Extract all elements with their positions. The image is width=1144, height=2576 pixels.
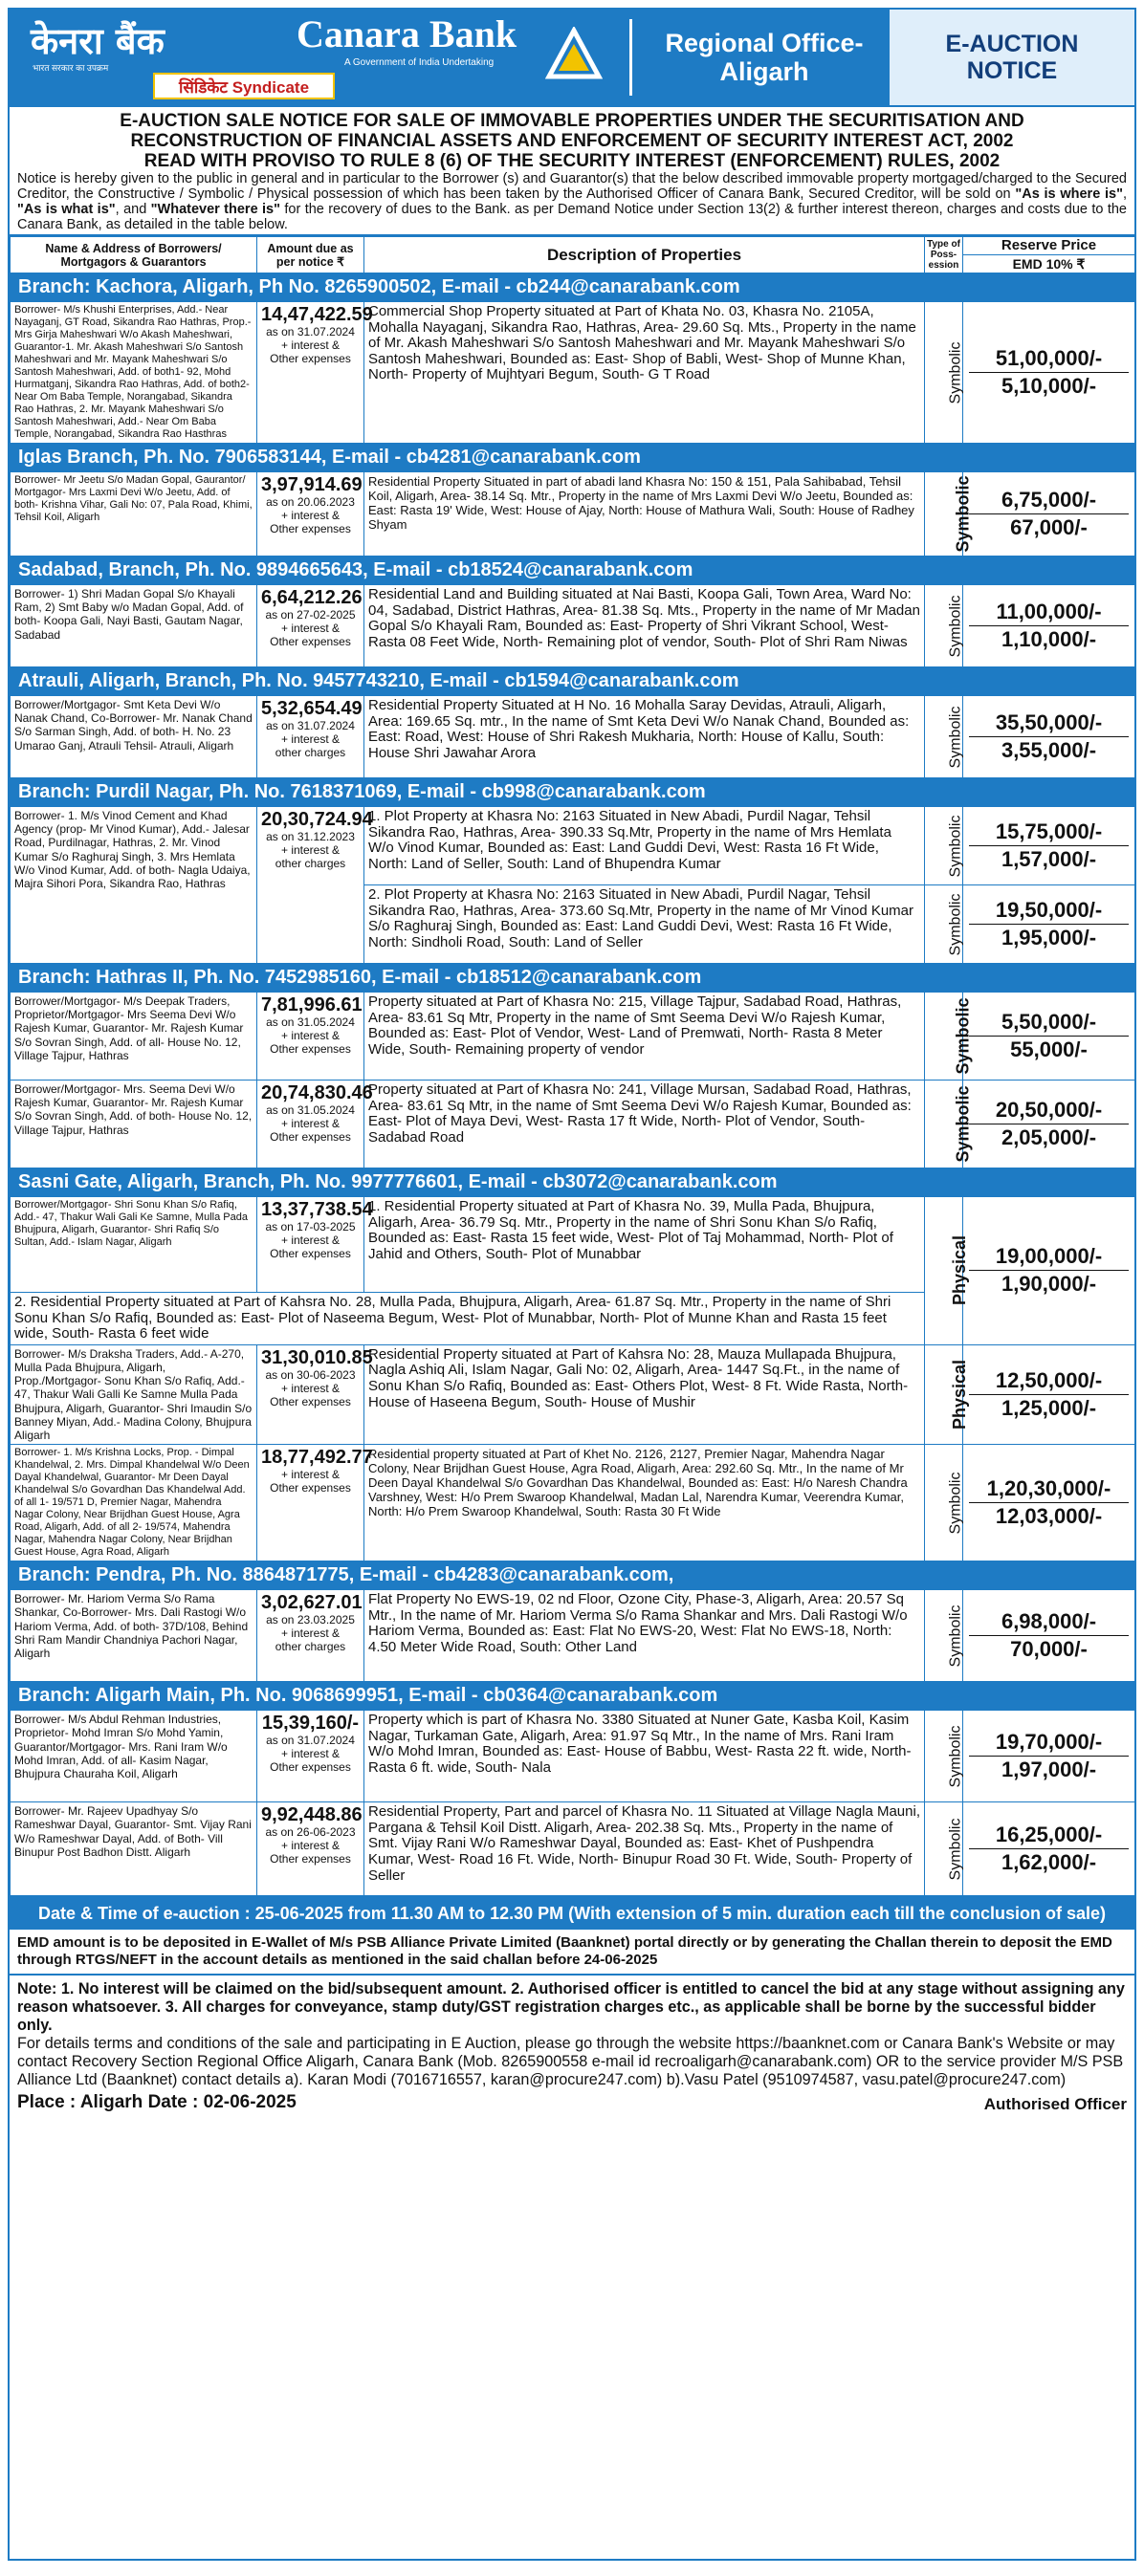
borrower-details: Borrower- 1. M/s Krishna Locks, Prop. - Dimpal Khandelwal, 2. Mrs. Dimpal Khandelwal W/o Deen Dayal Khandelwal, Guarantor- Mr Deen Dayal Khandelwal S/o Govardhan Das Khandelwal Add. of all 1- 19/571 D, Premier Nagar, Mahendra Nagar Colony, Near Brijdhan Guest House, Agra Road, Aligarh, Add. of all 2- 19/574, Mahendra Nagar, Mahendra Nagar Colony, Near Brijdhan Guest House, Agra Road, Aligarh — [11, 1445, 257, 1561]
amount-value: 3,02,627.01 — [261, 1592, 363, 1614]
property-description: Residential Property Situated in part of abadi land Khasra No: 150 & 151, Pala Sahibabad, Tehsil Koil, Aligarh, Area- 38.14 Sq. Mtr., Property in the name of Mrs Laxmi Devi W/o Jeetu, Bounded as: East: Rasta 19' Wide, West: House of Ajay, North: House of Mathura Wali, South: House of Radhey Shyam — [364, 472, 925, 557]
amount-as-on: as on 31.07.2024 — [266, 719, 355, 732]
table-row — [11, 302, 1135, 444]
borrower-details: Borrower- Mr Jeetu S/o Madan Gopal, Gaurantor/ Mortgagor- Mrs Laxmi Devi W/o Jeetu, Add. of both- Krishna Vihar, Gali No: 07, Pala Road, Khimi, Tehsil Koil, Aligarh — [11, 472, 257, 557]
amount-plus: + interest & — [280, 1747, 341, 1761]
col-description: Description of Properties — [364, 237, 925, 273]
branch-header-row — [11, 1561, 1135, 1590]
amount-value: 6,64,212.26 — [261, 587, 363, 608]
authorised-officer: Authorised Officer — [983, 2095, 1127, 2114]
table-row — [11, 1081, 1135, 1168]
notice-label — [888, 10, 1134, 105]
table-row — [11, 585, 1135, 667]
amount-cell — [257, 472, 364, 557]
amount-other: Other expenses — [270, 522, 351, 535]
amount-cell — [257, 1445, 373, 1561]
amount-other: other charges — [275, 857, 346, 870]
amount-other: Other expenses — [270, 352, 351, 365]
amount-cell — [257, 807, 373, 964]
bank-name: Canara Bank — [297, 12, 517, 55]
amount-plus: + interest & — [280, 732, 341, 746]
branch-title: Sadabad, Branch, Ph. No. 9894665643, E-mail - cb18524@canarabank.com — [11, 557, 1135, 585]
reserve-cell — [963, 1802, 1135, 1896]
possession-type-label: Symbolic — [947, 706, 964, 768]
possession-type — [925, 993, 973, 1081]
amount-other: Other expenses — [270, 1394, 351, 1408]
branch-header-row — [11, 1682, 1135, 1711]
place-date: Place : Aligarh Date : 02-06-2025 — [17, 2092, 297, 2113]
intro — [10, 107, 1134, 236]
reserve-price: 19,70,000/- — [969, 1729, 1129, 1757]
reserve-cell — [963, 1590, 1135, 1682]
possession-type-label: Symbolic — [953, 475, 973, 553]
possession-type — [925, 807, 963, 885]
amount-plus: + interest & — [280, 843, 341, 857]
amount-as-on: as on 17-03-2025 — [265, 1220, 356, 1233]
property-description: Commercial Shop Property situated at Part of Khata No. 03, Khasra No. 2105A, Mohalla Nayaganj, Sikandra Rao, Hathras, Area- 29.60 Sq. Mts., Property in the name of Mr. Akash Maheshwari S/o Santosh Maheshwari and Mr. Mayank Maheshwari S/o Santosh Maheshwari, Bounded as: East- Shop of Babli, West- Shop of Munne Khan, North- Property of Mujhtyari Begum, South- G T Road — [364, 302, 925, 444]
borrower-details: Borrower- M/s Khushi Enterprises, Add.- Near Nayaganj, GT Road, Sikandra Rao Hathras, Prop.- Mrs Girja Maheshwari W/o Akash Maheshwari, Guarantor-1. Mr. Akash Maheshwari S/o Santosh Maheshwari and Mr. Mayank Maheshwari S/o Santosh Maheshwari, Add. of both1- 92, Mohd Hurmatganj, Sikandra Rao Hathras, Add. of both2- Near Om Baba Temple, Norangabad, Sikandra Rao Hathras, 2. Mr. Mayank Maheshwari S/o Santosh Maheshwari, Add.- Near Om Baba Temple, Norangabad, Sikandra Rao Hasthras — [11, 302, 257, 444]
possession-type — [925, 1802, 963, 1896]
emd-amount: 1,57,000/- — [1001, 847, 1097, 871]
amount-plus: + interest & — [280, 1117, 341, 1130]
amount-cell — [257, 1344, 373, 1444]
reserve-cell — [963, 1344, 1135, 1444]
intro-text-a: Notice is hereby given to the public in general and in particular to the Borrower (s) and Guarantor(s) that the below described immovable property mortgaged/charged to the Secured Creditor, the Constructive / Symbolic / Physical possession of which has been taken by the Authorised Officer of Canara Bank, Secured Creditor, will be sold on — [17, 171, 1127, 202]
amount-cell — [257, 585, 364, 667]
amount-value: 15,39,160/- — [261, 1713, 360, 1735]
amount-as-on: as on 31.05.2024 — [266, 1103, 355, 1117]
emd-amount: 1,95,000/- — [1001, 926, 1097, 950]
possession-type — [925, 1344, 970, 1444]
emd-amount: 12,03,000/- — [995, 1504, 1103, 1529]
bank-hindi-tagline: भारत सरकार का उपक्रम — [33, 63, 109, 73]
reserve-price: 19,00,000/- — [969, 1243, 1129, 1271]
amount-cell — [257, 1590, 364, 1682]
possession-type — [925, 302, 963, 444]
reserve-cell — [963, 993, 1135, 1081]
branch-header-row — [11, 667, 1135, 696]
reserve-cell — [963, 302, 1135, 444]
amount-value: 5,32,654.49 — [261, 698, 363, 719]
branch-header-row — [11, 273, 1135, 302]
regional-office — [641, 10, 888, 105]
possession-type — [925, 696, 963, 778]
branch-title: Branch: Kachora, Aligarh, Ph No. 8265900502, E-mail - cb244@canarabank.com — [11, 273, 1135, 302]
reserve-price: 12,50,000/- — [969, 1367, 1129, 1395]
canara-triangle-icon — [545, 27, 603, 80]
intro-text-d: for the recovery of dues to the Bank. as per Demand Notice under Section 13(2) & further interest thereon, charges and costs due to the Canara Bank, as detailed in the table below. — [17, 202, 1127, 232]
possession-type-label: Symbolic — [947, 1605, 964, 1668]
table-row — [11, 1344, 1135, 1444]
col-amount: Amount due as per notice ₹ — [257, 237, 364, 273]
branch-title: Branch: Aligarh Main, Ph. No. 9068699951, E-mail - cb0364@canarabank.com — [11, 1682, 1135, 1711]
borrower-details: Borrower/Mortgagor- Mrs. Seema Devi W/o Rajesh Kumar, Guarantor- Mr. Rajesh Kumar S/o Sovran Singh, Add. of both- House No. 12, Village Tajpur, Hathras — [11, 1081, 257, 1168]
region-line1: Regional Office- — [665, 29, 864, 57]
reserve-price: 35,50,000/- — [969, 709, 1129, 737]
notes-terms: Note: 1. No interest will be claimed on the bid/subsequent amount. 2. Authorised officer is entitled to cancel the bid at any stage without assigning any reason whatsoever. 3. All charges for conveyance, stamp duty/GST registration charges etc., as applicable shall be borne by the successful bidder only. — [17, 1980, 1125, 2035]
possession-type — [925, 885, 963, 964]
amount-plus: + interest & — [280, 1626, 341, 1641]
table-row — [11, 1445, 1135, 1561]
reserve-price: 20,50,000/- — [969, 1097, 1129, 1124]
property-description: Residential Land and Building situated at Nai Basti, Koopa Gali, Town Area, Ward No: 04, Sadabad, District Hathras, Area- 81.38 Sq. Mts., Property in the name of Mr Madan Gopal S/o Khayali Ram, Bounded as: East- Property of Shri Vikrant School, West- Rasta 08 Feet Wide, North- Remaining plot of vendor, South- Plot of Shri Ram Niwas — [364, 585, 925, 667]
emd-amount: 67,000/- — [1010, 515, 1088, 539]
possession-type-label: Symbolic — [947, 341, 964, 404]
amount-as-on: as on 27-02-2025 — [265, 608, 356, 622]
amount-as-on: as on 30-06-2023 — [265, 1367, 356, 1382]
bank-logo — [10, 10, 641, 105]
reserve-cell — [963, 1445, 1135, 1561]
amount-other: Other expenses — [270, 1760, 351, 1775]
amount-value: 3,97,914.69 — [261, 474, 363, 495]
reserve-cell — [963, 1711, 1135, 1802]
emd-amount: 1,97,000/- — [1001, 1757, 1097, 1782]
possession-type-label: Symbolic — [953, 997, 973, 1075]
amount-plus: + interest & — [280, 1029, 341, 1042]
branch-title: Atrauli, Aligarh, Branch, Ph. No. 9457743210, E-mail - cb1594@canarabank.com — [11, 667, 1135, 696]
possession-type — [925, 585, 963, 667]
emd-amount: 55,000/- — [1010, 1037, 1088, 1061]
amount-value: 7,81,996.61 — [261, 994, 363, 1015]
branch-title: Iglas Branch, Ph. No. 7906583144, E-mail - cb4281@canarabank.com — [11, 444, 1135, 472]
branch-title: Sasni Gate, Aligarh, Branch, Ph. No. 9977776601, E-mail - cb3072@canarabank.com — [11, 1168, 1135, 1197]
notice-line1: E-AUCTION — [945, 31, 1079, 57]
reserve-cell — [963, 472, 1135, 557]
amount-cell — [257, 1711, 364, 1802]
amount-cell — [257, 1081, 373, 1168]
borrower-details: Borrower- 1) Shri Madan Gopal S/o Khayali Ram, 2) Smt Baby w/o Madan Gopal, Add. of both- Koopa Gali, Nayi Basti, Gautam Nagar, Sadabad — [11, 585, 257, 667]
amount-value: 31,30,010.85 — [261, 1346, 373, 1368]
amount-cell — [257, 1802, 364, 1896]
amount-plus: + interest & — [280, 622, 341, 635]
emd-amount: 1,10,000/- — [1001, 627, 1097, 651]
possession-type-label: Symbolic — [947, 1818, 964, 1881]
emd-amount: 5,10,000/- — [1001, 374, 1097, 398]
amount-other: other charges — [275, 1640, 346, 1654]
header — [10, 10, 1134, 107]
property-description: Residential Property, Part and parcel of Khasra No. 11 Situated at Village Nagla Mauni, Pargana & Tehsil Koil Distt. Aligarh, Area- 202.38 Sq. Mts., Property in the name of Smt. Vijay Rani W/o Rameshwar Dayal, Bounded as: East- Khet of Pushpendra Kumar, West- Road 16 Ft. Wide, North- Binupur Road 30 Ft. Wide, South- Property of Seller — [364, 1802, 925, 1896]
auction-notice — [8, 8, 1136, 2561]
amount-other: Other expenses — [270, 1130, 351, 1144]
emd-amount: 1,90,000/- — [1001, 1272, 1097, 1297]
auction-date: Date & Time of e-auction : 25-06-2025 from 11.30 AM to 12.30 PM (With extension of 5 min. duration each till the conclusion of sale) — [10, 1896, 1134, 1930]
amount-plus: + interest & — [280, 1381, 341, 1395]
emd-amount: 1,62,000/- — [1001, 1850, 1097, 1875]
notes — [10, 1976, 1134, 2116]
possession-type-label: Physical — [950, 1359, 970, 1430]
borrower-details: Borrower- M/s Draksha Traders, Add.- A-270, Mulla Pada Bhujpura, Aligarh, Prop./Mortgagor- Sonu Khan S/o Rafiq, Add.- 47, Thakur Wali Galli Ke Samne Mulla Pada Bhujpura, Aligarh, Guarantor- Shri Imaudin S/o Banney Miyan, Add.- Madina Colony, Bhujpura Aligarh — [11, 1344, 257, 1444]
table-row — [11, 696, 1135, 778]
amount-as-on: as on 23.03.2025 — [266, 1613, 355, 1627]
branch-header-row — [11, 1168, 1135, 1197]
amount-value: 18,77,492.77 — [261, 1447, 373, 1469]
amount-value: 14,47,422.59 — [261, 304, 373, 325]
borrower-details: Borrower- Mr. Hariom Verma S/o Rama Shankar, Co-Borrower- Mrs. Dali Rastogi W/o Hariom Verma, Add. of both- 37D/108, Behind Shri Ram Mandir Chandniya Pachori Nagar, Aligarh — [11, 1590, 257, 1682]
property-description: Property which is part of Khasra No. 3380 Situated at Nuner Gate, Kasba Koil, Kasim Nagar, Turkaman Gate, Aligarh, Area: 91.97 Sq Mtr., In the name of Mrs. Rani Iram W/o Mohd Imran, Bounded as: East- House of Babbu, West- Rasta 22 ft. wide, North- Rasta 6 ft. wide, South- Nala — [364, 1711, 925, 1802]
footer — [17, 2092, 1127, 2114]
col-reserve: Reserve Price — [963, 237, 1135, 255]
bank-subtitle: A Government of India Undertaking — [344, 57, 495, 68]
amount-as-on: as on 20.06.2023 — [266, 495, 355, 509]
branch-header-row — [11, 964, 1135, 993]
possession-type — [925, 1590, 963, 1682]
reserve-cell — [963, 807, 1135, 885]
reserve-cell — [963, 585, 1135, 667]
intro-title-1: E-AUCTION SALE NOTICE FOR SALE OF IMMOVABLE PROPERTIES UNDER THE SECURITISATION AND — [120, 111, 1024, 131]
property-description: Property situated at Part of Khasra No: 215, Village Tajpur, Sadabad Road, Hathras, Area- 83.61 Sq Mtr, Property in the name of Smt Seema Devi W/o Rajesh Kumar, Bounded as: East- Plot of Vendor, West- Land of Premwati, North- Rasta 8 Meter Wide, South- Remaining property of vendor — [364, 993, 925, 1081]
intro-text-c: , and — [115, 202, 151, 217]
reserve-price: 19,50,000/- — [969, 897, 1129, 925]
borrower-details: Borrower- 1. M/s Vinod Cement and Khad Agency (prop- Mr Vinod Kumar), Add.- Jalesar Road, Purdilnagar, Hathras, 2. Mr. Vinod Kumar S/o Raghuraj Singh, 3. Mrs Hemlata W/o Vinod Kumar, Add. of both- Nagla Udaiya, Majra Sihori Pora, Sikandra Rao, Hathras — [11, 807, 257, 964]
table-row — [11, 993, 1135, 1081]
reserve-price: 1,20,30,000/- — [969, 1475, 1129, 1503]
table-row — [11, 807, 1135, 885]
table-row — [11, 1197, 1135, 1293]
amount-as-on: as on 31.05.2024 — [266, 1015, 355, 1029]
intro-text-b: , — [1122, 186, 1127, 202]
amount-plus: + interest & — [280, 1233, 341, 1247]
possession-type-label: Symbolic — [953, 1085, 973, 1163]
reserve-price: 15,75,000/- — [969, 819, 1129, 846]
property-description: Residential property situated at Part of Khet No. 2126, 2127, Premier Nagar, Mahendra Nagar Colony, Near Brijdhan Guest House, Agra Road, Aligarh, Area: 292.60 Sq. Mtr., In the name of Mr Deen Dayal Khandelwal S/o Govardhan Das Khandelwal, Bounded as: East: H/o Naresh Chandra Varshney, West: H/o Prem Swaroop Khandelwal, Madan Lal, Narendra Kumar, Veerendra Kumar, North: H/o Prem Swaroop Khandelwal, South: Rasta 30 Ft Wide — [364, 1445, 925, 1561]
amount-plus: + interest & — [280, 1468, 341, 1482]
reserve-price: 5,50,000/- — [969, 1009, 1129, 1037]
reserve-price: 11,00,000/- — [969, 599, 1129, 626]
amount-value: 20,74,830.46 — [261, 1082, 373, 1103]
notice-line2: NOTICE — [966, 57, 1058, 84]
possession-type — [925, 472, 973, 557]
possession-type — [925, 1197, 970, 1345]
table-header — [11, 237, 1135, 255]
borrower-details: Borrower- M/s Abdul Rehman Industries, Proprietor- Mohd Imran S/o Mohd Yamin, Guarantor/Mortgagor- Mrs. Rani Iram W/o Mohd Imran, Add. of all- Kasim Nagar, Bhujpura Chauraha Koil, Aligarh — [11, 1711, 257, 1802]
amount-other: Other expenses — [270, 1042, 351, 1056]
borrower-details: Borrower/Mortgagor- Smt Keta Devi W/o Nanak Chand, Co-Borrower- Mr. Nanak Chand S/o Sarman Singh, Add. of both- H. No. 23 Umarao Ganj, Atrauli Tehsil- Atrauli, Aligarh — [11, 696, 257, 778]
reserve-price: 51,00,000/- — [969, 345, 1129, 373]
borrower-details: Borrower/Mortgagor- Shri Sonu Khan S/o Rafiq, Add.- 47, Thakur Wali Gali Ke Samne, Mulla Pada Bhujpura, Aligarh, Guarantor- Shri Rafiq S/o Sultan, Add.- Islam Nagar, Aligarh — [11, 1197, 257, 1293]
table-row — [11, 1590, 1135, 1682]
notes-details: For details terms and conditions of the sale and participating in E Auction, please go through the website https://baanknet.com or Canara Bank's Website or may contact Recovery Section Regional Office Aligarh, Canara Bank (Mob. 8265900558 e-mail id recroaligarh@canarabank.com) OR to the service provider M/S PSB Alliance Ltd (Baanknet) contact details a). Karan Modi (7016716557, karan@procure247.com) b).Vasu Patel (9510974587, vasu.patel@procure247.com) — [17, 2035, 1124, 2089]
emd-amount: 70,000/- — [1010, 1637, 1088, 1662]
table-row — [11, 1711, 1135, 1802]
reserve-cell — [963, 1197, 1135, 1345]
amount-as-on: as on 31.07.2024 — [266, 325, 355, 338]
region-line2: Aligarh — [719, 57, 809, 86]
property-description: 2. Plot Property at Khasra No: 2163 Situated in New Abadi, Purdil Nagar, Tehsil Sikandra Rao, Hathras, Area- 373.60 Sq.Mtr, Property in the name of Mr Vinod Kumar S/o Raghuraj Singh, Bounded as: East: Land Guddi Devi, West: Rasta 16 Ft Wide, North: Sindholi Road, South: Land of Seller — [364, 885, 925, 964]
col-type: Type of Poss- ession — [925, 237, 963, 273]
amount-plus: + interest & — [280, 338, 341, 352]
table-row — [11, 472, 1135, 557]
amount-cell — [257, 1197, 373, 1293]
property-description: 1. Residential Property situated at Part of Khasra No. 39, Mulla Pada, Bhujpura, Aligarh, Area- 36.79 Sq. Mtr., Property in the name of Shri Sonu Khan S/o Rafiq, Bounded as: East- Rasta 15 feet wide, West- Plot of Taj Mohammad, North- Plot of Jahid and Others, South- Plot of Munabbar — [364, 1197, 925, 1293]
intro-title-3: READ WITH PROVISO TO RULE 8 (6) OF THE SECURITY INTEREST (ENFORCEMENT) RULES, 2002 — [143, 151, 1001, 171]
properties-table — [10, 236, 1135, 1896]
property-description: Residential Property Situated at H No. 16 Mohalla Saray Devidas, Atrauli, Aligarh, Area: 169.65 Sq. mtr., In the name of Smt Keta Devi W/o Nanak Chand, Bounded as: East: Road, West: House of Shri Rakesh Mukharia, North: House of Kallu, South: House Shri Jawahar Arora — [364, 696, 925, 778]
branch-title: Branch: Pendra, Ph. No. 8864871775, E-mail - cb4283@canarabank.com, — [11, 1561, 1135, 1590]
header-divider — [629, 19, 632, 96]
borrower-details: Borrower/Mortgagor- M/s Deepak Traders, Proprietor/Mortgagor- Mrs Seema Devi W/o Rajesh Kumar, Guarantor- Mr. Rajesh Kumar S/o Sovran Singh, Add. of all- House No. 12, Village Tajpur, Hathras — [11, 993, 257, 1081]
amount-other: Other expenses — [270, 635, 351, 648]
amount-as-on: as on 31.07.2024 — [266, 1734, 355, 1748]
branch-header-row — [11, 778, 1135, 807]
branch-header-row — [11, 444, 1135, 472]
amount-cell — [257, 302, 373, 444]
branch-header-row — [11, 557, 1135, 585]
property-description: Flat Property No EWS-19, 02 nd Floor, Ozone City, Phase-3, Aligarh, Area: 20.57 Sq Mtr., In the name of Mr. Hariom Verma S/o Rama Shankar and Mrs. Dali Rastogi W/o Hariom Verma, Bounded as: East: Flat No EWS-20, West: Flat No EWS-18, North: 4.50 Meter Wide Road, South: Other Land — [364, 1590, 925, 1682]
amount-cell — [257, 696, 364, 778]
branch-title: Branch: Purdil Nagar, Ph. No. 7618371069, E-mail - cb998@canarabank.com — [11, 778, 1135, 807]
intro-quote-1: "As is where is" — [1015, 186, 1123, 202]
col-borrowers: Name & Address of Borrowers/ Mortgagors & Guarantors — [11, 237, 257, 273]
possession-type-label: Symbolic — [947, 815, 964, 877]
table-row — [11, 1802, 1135, 1896]
reserve-price: 6,98,000/- — [969, 1608, 1129, 1636]
amount-plus: + interest & — [280, 509, 341, 522]
property-description: 1. Plot Property at Khasra No: 2163 Situated in New Abadi, Purdil Nagar, Tehsil Sikandra Rao, Hathras, Area- 390.33 Sq.Mtr, Property in the name of Mrs Hemlata W/o Vinod Kumar, Bounded as: East: Land Guddi Devi, West: Rasta 16 Ft Wide, North: Land of Seller, South: Land of Bhupendra Kumar — [364, 807, 925, 885]
possession-type — [925, 1445, 963, 1561]
amount-cell — [257, 993, 364, 1081]
property-description-2: 2. Residential Property situated at Part of Kahsra No. 28, Mulla Pada, Bhujpura, Aligarh, Area- 61.87 Sq. Mtr., Property in the name of Shri Sonu Khan S/o Rafiq, Bounded as: East- Plot of Naseema Begum, West- Plot of Munabbar, North- Plot of Munne Khan and Rasta 15 feet wide, South- Rasta 6 feet wide — [11, 1293, 925, 1345]
emd-amount: 2,05,000/- — [1001, 1125, 1097, 1149]
reserve-cell — [963, 1081, 1135, 1168]
borrower-details: Borrower- Mr. Rajeev Upadhyay S/o Rameshwar Dayal, Guarantor- Smt. Vijay Rani W/o Rameshwar Dayal, Add. of Both- Vill Binupur Post Badhon Distt. Aligarh — [11, 1802, 257, 1896]
reserve-cell — [963, 885, 1135, 964]
intro-title-2: RECONSTRUCTION OF FINANCIAL ASSETS AND ENFORCEMENT OF SECURITY INTEREST ACT, 2002 — [130, 131, 1014, 151]
intro-body — [17, 171, 1127, 232]
property-description: Property situated at Part of Khasra No: 241, Village Mursan, Sadabad Road, Hathras, Area- 83.61 Sq Mtr, in the name of Smt Seema Devi W/o Rajesh Kumar, Bounded as: East- Plot of Maya Devi, West- Rasta 17 ft Wide, North- Plot of Vendor, South- Sadabad Road — [364, 1081, 925, 1168]
amount-other: Other expenses — [270, 1852, 351, 1867]
reserve-price: 6,75,000/- — [969, 487, 1129, 514]
amount-other: Other expenses — [270, 1481, 351, 1495]
emd-amount: 1,25,000/- — [1001, 1395, 1097, 1420]
amount-value: 9,92,448.86 — [261, 1804, 363, 1826]
emd-amount: 3,55,000/- — [1001, 738, 1097, 762]
amount-other: other charges — [275, 746, 346, 759]
amount-as-on: as on 31.12.2023 — [266, 830, 355, 843]
intro-quote-3: "Whatever there is" — [150, 202, 280, 217]
syndicate-badge: सिंडिकेट Syndicate — [153, 73, 335, 99]
reserve-price: 16,25,000/- — [969, 1822, 1129, 1849]
property-description: Residential Property situated at Part of Kahsra No: 28, Mauza Mullapada Bhujpura, Nagla Ashiq Ali, Islam Nagar, Gali No: 02, Aligarh, Area- 1447 Sq.Ft., in the name of Sonu Khan S/o Rafiq, Bounded as: East- Others Plot, West- 8 Ft. Wide Rasta, North- House of Haseena Begum, South- House of Mushir — [364, 1344, 925, 1444]
possession-type-label: Symbolic — [947, 595, 964, 657]
bank-hindi-name: केनरा बैंक — [31, 20, 165, 62]
intro-quote-2: "As is what is" — [17, 202, 116, 217]
amount-other: Other expenses — [270, 1247, 351, 1260]
possession-type — [925, 1711, 963, 1802]
possession-type — [925, 1081, 973, 1168]
amount-value: 13,37,738.54 — [261, 1199, 373, 1220]
amount-plus: + interest & — [280, 1839, 341, 1853]
possession-type-label: Symbolic — [947, 893, 964, 955]
possession-type-label: Symbolic — [947, 1725, 964, 1788]
reserve-cell — [963, 696, 1135, 778]
possession-type-label: Physical — [950, 1235, 970, 1306]
amount-value: 20,30,724.94 — [261, 809, 373, 830]
possession-type-label: Symbolic — [947, 1472, 964, 1535]
branch-title: Branch: Hathras II, Ph. No. 7452985160, E-mail - cb18512@canarabank.com — [11, 964, 1135, 993]
col-emd: EMD 10% ₹ — [963, 255, 1135, 273]
emd-note: EMD amount is to be deposited in E-Wallet of M/s PSB Alliance Private Limited (Baanknet) portal directly or by generating the Challan therein to deposit the EMD through RTGS/NEFT in the account details as mentioned in the said challan before 24-06-2025 — [10, 1930, 1134, 1976]
amount-as-on: as on 26-06-2023 — [265, 1825, 356, 1840]
